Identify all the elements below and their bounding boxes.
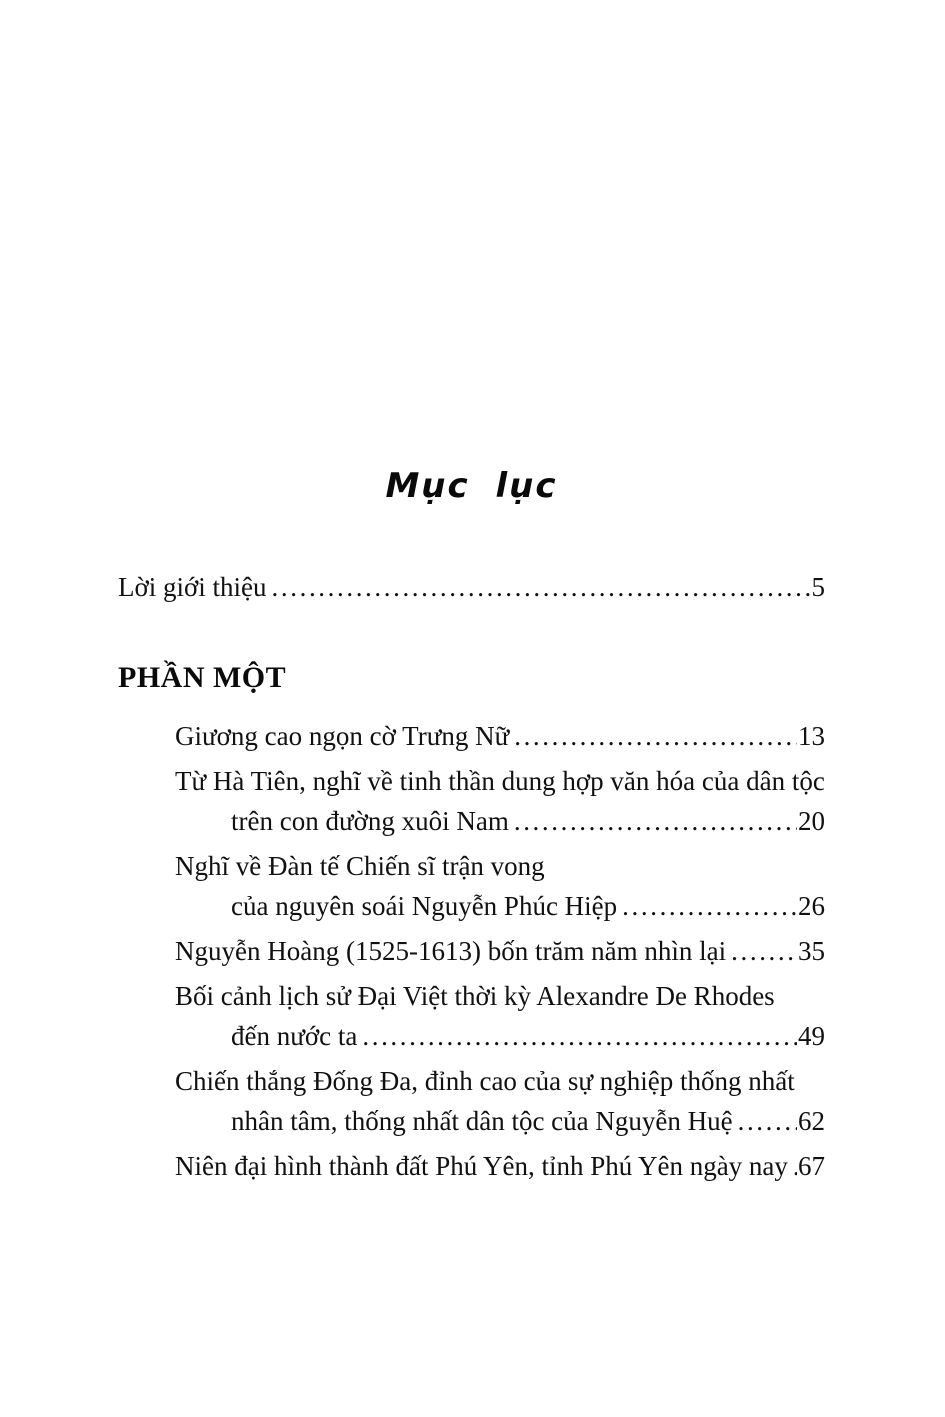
toc-entry — [175, 1146, 825, 1186]
toc-entry-continuation-text: trên con đường xuôi Nam — [231, 806, 509, 836]
toc-entry-line — [175, 931, 825, 971]
toc-entry-line — [175, 1101, 825, 1141]
toc-entry-text: Chiến thắng Đống Đa, đỉnh cao của sự nghiệp thống nhất — [175, 1066, 795, 1096]
page-number: 67 — [798, 1151, 825, 1181]
toc-entry-line — [175, 1016, 825, 1056]
page-number: 20 — [798, 806, 825, 836]
section-heading: PHẦN MỘT — [118, 661, 287, 694]
toc-entry-continuation-text: nhân tâm, thống nhất dân tộc của Nguyễn Huệ — [231, 1106, 733, 1136]
toc-entry-text: Từ Hà Tiên, nghĩ về tinh thần dung hợp văn hóa của dân tộc — [175, 766, 825, 796]
toc-entry-text: Giương cao ngọn cờ Trưng Nữ — [175, 721, 510, 751]
page-number: 35 — [798, 936, 825, 966]
dot-leader — [272, 567, 811, 607]
page-number: 26 — [798, 891, 825, 921]
dot-leader — [731, 931, 797, 971]
toc-entry-line — [175, 716, 825, 756]
dot-leader — [362, 1016, 797, 1056]
toc-entry — [175, 976, 825, 1056]
toc-entry-line — [175, 801, 825, 841]
toc-entry — [175, 1061, 825, 1141]
page-title: Mục lục — [385, 466, 558, 506]
toc-entry — [175, 931, 825, 971]
toc-entry — [175, 761, 825, 841]
page-number: 62 — [798, 1106, 825, 1136]
page-number: 49 — [798, 1021, 825, 1051]
toc-entry — [175, 846, 825, 926]
dot-leader — [738, 1101, 797, 1141]
front-matter-label: Lời giới thiệu — [118, 572, 267, 602]
toc-entry-text: Bối cảnh lịch sử Đại Việt thời kỳ Alexandre De Rhodes — [175, 981, 775, 1011]
toc-list — [175, 716, 825, 1186]
dot-leader — [793, 1146, 797, 1186]
toc-entry-text: Nguyễn Hoàng (1525-1613) bốn trăm năm nhìn lại — [175, 936, 727, 966]
toc-entry-text: Nghĩ về Đàn tế Chiến sĩ trận vong — [175, 851, 545, 881]
dot-leader — [514, 716, 797, 756]
toc-entry-line — [175, 886, 825, 926]
page-number: 13 — [798, 721, 825, 751]
dot-leader — [622, 886, 797, 926]
toc-entry-text: Niên đại hình thành đất Phú Yên, tỉnh Phú Yên ngày nay — [175, 1151, 788, 1181]
toc-entry-line — [175, 1146, 825, 1186]
toc-entry — [175, 716, 825, 756]
toc-entry-continuation-text: của nguyên soái Nguyễn Phúc Hiệp — [231, 891, 618, 921]
page-number: 5 — [811, 572, 825, 602]
front-matter-entry — [118, 567, 825, 607]
dot-leader — [514, 801, 797, 841]
toc-entry-continuation-text: đến nước ta — [231, 1021, 358, 1051]
